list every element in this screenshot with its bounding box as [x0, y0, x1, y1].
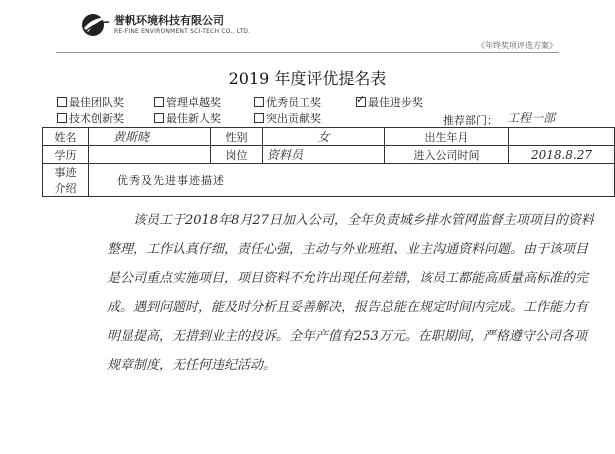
- company-logo: [80, 10, 251, 44]
- table-row: [43, 164, 615, 197]
- award-checkbox[interactable]: [154, 113, 164, 123]
- join-date-field[interactable]: 2018.8.27: [509, 146, 615, 164]
- document-name: 《年终奖项评选方案》: [477, 41, 557, 50]
- deeds-title: 优秀及先进事迹描述: [117, 174, 225, 187]
- birth-label: 出生年月: [385, 128, 509, 146]
- award-label: 最佳新人奖: [166, 112, 221, 125]
- name-label: 姓名: [43, 128, 89, 146]
- award-option-management[interactable]: [154, 94, 221, 110]
- award-label: 突出贡献奖: [266, 112, 321, 125]
- recommend-dept-value[interactable]: 工程一部: [507, 111, 556, 125]
- company-name-en: RE-FINE ENVIRONMENT SCI-TECH CO., LTD.: [114, 28, 251, 35]
- award-checkbox[interactable]: [254, 97, 264, 107]
- award-label: 最佳进步奖: [368, 96, 423, 109]
- header-divider: [56, 52, 559, 53]
- name-field[interactable]: 黄斯晓: [89, 128, 211, 146]
- education-field[interactable]: [89, 146, 211, 164]
- company-name-cn: 誉帆环境科技有限公司: [114, 14, 224, 27]
- award-checkbox-checked[interactable]: [356, 97, 366, 107]
- post-field[interactable]: 资料员: [263, 146, 385, 164]
- education-label: 学历: [43, 146, 89, 164]
- award-label: 优秀员工奖: [266, 96, 321, 109]
- award-label: 最佳团队奖: [69, 96, 124, 109]
- gender-field[interactable]: 女: [263, 128, 385, 146]
- award-option-outstanding-contribution[interactable]: [254, 110, 321, 126]
- award-option-tech-innovation[interactable]: [57, 110, 124, 126]
- post-label: 岗位: [211, 146, 263, 164]
- award-checkbox[interactable]: [57, 113, 67, 123]
- award-checkbox[interactable]: [154, 97, 164, 107]
- award-label: 技术创新奖: [69, 112, 124, 125]
- award-option-excellent-employee[interactable]: [254, 94, 321, 110]
- award-checkbox[interactable]: [57, 97, 67, 107]
- award-option-best-progress[interactable]: [356, 94, 423, 110]
- recommend-dept-label: 推荐部门：: [443, 114, 498, 127]
- table-row: [43, 128, 615, 146]
- page-title: 2019 年度评优提名表: [228, 69, 387, 88]
- award-checkbox[interactable]: [254, 113, 264, 123]
- join-date-label: 进入公司时间: [385, 146, 509, 164]
- deeds-cell[interactable]: [89, 164, 615, 373]
- logo-mark-icon: [80, 12, 110, 38]
- nomination-table: [42, 127, 615, 373]
- deeds-text[interactable]: 该员工于2018年8月27日加入公司，全年负责城乡排水管网监督主项项目的资料整理，工作认真仔细，责任心强，主动与外业班组、业主沟通资料问题。由于该项目是公司重点实施项目，项目资料不允许出现任何差错，该员工都能高质量高标准的完成。遇到问题时，能及时分析且妥善解决，报告总能在规定时间内完成。工作能力有明显提高，无措到业主的投诉。全年产值有253万元。在职期间，严格遵守公司各项规章制度，无任何违纪活动。: [107, 213, 594, 373]
- table-row: [43, 146, 615, 164]
- award-option-best-team[interactable]: [57, 94, 124, 110]
- deeds-label: 事迹介绍: [43, 164, 89, 197]
- award-label: 管理卓越奖: [166, 96, 221, 109]
- birth-field[interactable]: [509, 128, 615, 146]
- gender-label: 性别: [211, 128, 263, 146]
- award-option-best-newcomer[interactable]: [154, 110, 221, 126]
